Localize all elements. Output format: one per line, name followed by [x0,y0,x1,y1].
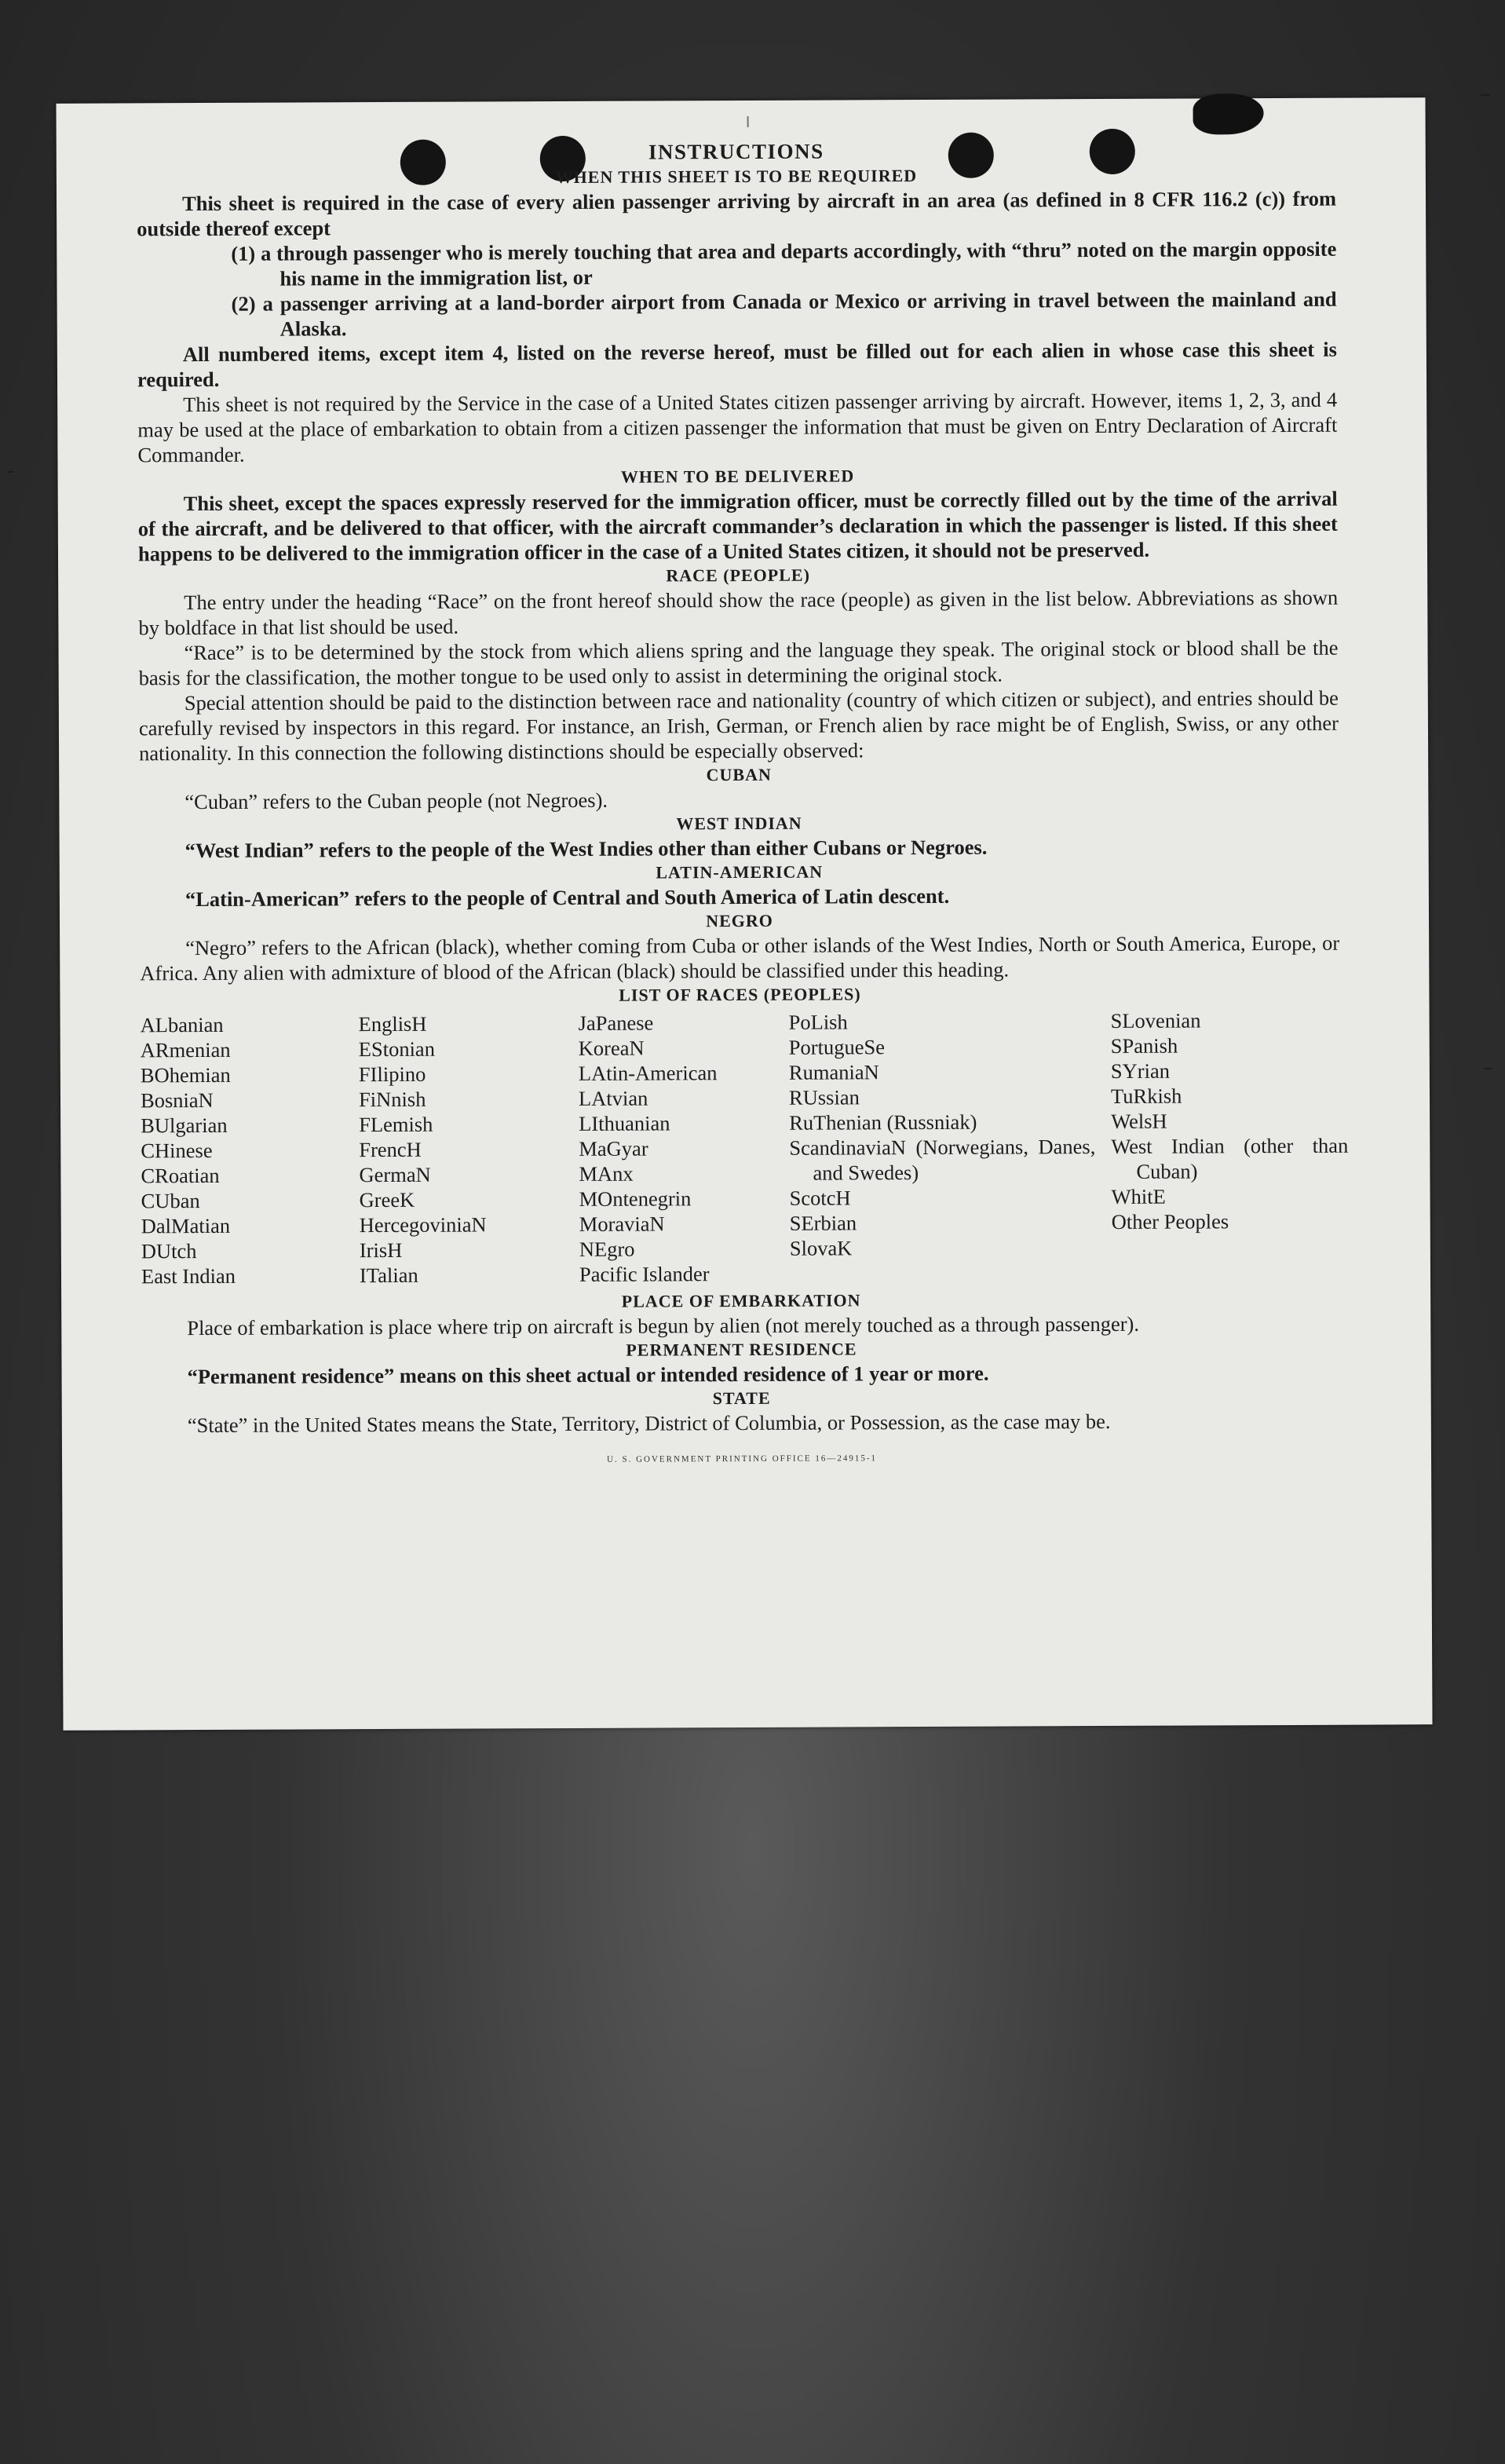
race-item: HercegoviniaN [359,1212,487,1237]
race-item: BosniaN [140,1088,214,1113]
race-item: LAtvian [578,1086,648,1110]
race-item: CUban [141,1189,200,1213]
race-item: DUtch [141,1239,197,1263]
page-title: INSTRUCTIONS [648,139,824,164]
scratch-mark [747,116,749,127]
race-item: West Indian (other than Cuban) [1111,1133,1349,1183]
race-item: Pacific Islander [579,1262,710,1286]
race-item: SLovenian [1110,1008,1201,1033]
ink-blot [1193,93,1263,134]
race-item: ScotcH [789,1186,851,1210]
cuban-text: “Cuban” refers to the Cuban people (not Negroes). [184,788,608,814]
race-item: LAtin-American [578,1061,718,1085]
race-item: SlovaK [789,1236,853,1260]
race-paragraph-1: The entry under the heading “Race” on the front hereof should show the race (people) as given in the list below. Abbreviations as shown by boldface in that list should be used. [138,585,1339,640]
section-heading-negro: NEGRO [706,910,773,931]
race-item: ITalian [359,1263,418,1288]
race-item: LIthuanian [579,1111,670,1135]
instructions-text [137,136,1349,1483]
race-item: RuThenian (Russniak) [789,1110,977,1135]
race-item: EnglisH [358,1011,427,1036]
citizen-paragraph: This sheet is not required by the Service in the case of a United States citizen passenger arriving by aircraft. However, items 1, 2, 3, and 4 may be used at the place of embarkation to obtain from a citizen passenger the information that must be given on Entry Declaration of Aircraft Commander. [137,387,1338,467]
embarkation-text: Place of embarkation is place where trip on aircraft is begun by alien (not merely touched as a through passenger). [187,1311,1140,1340]
exception-item-2: (2) a passenger arriving at a land-border airport from Canada or Mexico or arriving in travel between the mainland and Alaska. [231,287,1337,341]
race-item: WhitE [1111,1184,1166,1208]
race-item: SYrian [1110,1058,1171,1083]
exception-item-1: (1) a through passenger who is merely touching that area and departs accordingly, with “thru” noted on the margin opposite his name in the immigration list, or [231,236,1337,291]
negro-text: “Negro” refers to the African (black), whether coming from Cuba or other islands of the West Indies, North or South America, Europe, or Africa. Any alien with admixture of blood of the African (black) should be classified under this heading. [140,930,1340,985]
race-item: ARmenian [140,1037,231,1062]
race-column-3 [579,1010,791,1287]
race-item: MoraviaN [579,1212,665,1236]
race-item: MOntenegrin [579,1186,692,1211]
race-item: TuRkish [1110,1084,1182,1108]
race-item: GreeK [359,1187,415,1212]
document-sheet [56,97,1432,1731]
race-item: PortugueSe [788,1035,885,1059]
race-item: SErbian [789,1211,857,1235]
race-item: BUlgarian [141,1113,228,1138]
race-item: NEgro [579,1237,635,1261]
permanent-residence-text: “Permanent residence” means on this sheet actual or intended residence of 1 year or more. [187,1361,989,1389]
film-scratch [1481,94,1490,96]
race-item: SPanish [1110,1033,1178,1058]
race-item: WelsH [1111,1109,1167,1133]
state-text: “State” in the United States means the State, Territory, District of Columbia, or Possession, as the case may be. [187,1409,1111,1438]
race-column-4 [789,1008,1112,1286]
race-item: DalMatian [141,1213,231,1238]
section-heading-when-delivered: WHEN TO BE DELIVERED [620,466,855,487]
section-heading-state: STATE [712,1387,771,1409]
west-indian-text: “West Indian” refers to the people of the West Indies other than either Cubans or Negroes. [184,835,988,863]
section-heading-latin-american: LATIN-AMERICAN [656,861,824,883]
film-scratch [1484,1068,1492,1069]
film-scratch [8,471,14,473]
required-paragraph: This sheet is required in the case of every alien passenger arriving by aircraft in an area (as defined in 8 CFR 116.2 (c)) from outside thereof except [137,186,1337,241]
race-column-1 [141,1011,360,1289]
section-heading-embarkation: PLACE OF EMBARKATION [621,1290,861,1311]
race-item: EStonian [358,1036,435,1062]
race-item: MAnx [579,1161,634,1186]
race-item: CHinese [141,1138,213,1163]
race-item: CRoatian [141,1163,220,1188]
race-item: IrisH [359,1237,403,1263]
race-item: RUssian [788,1085,860,1110]
race-column-2 [359,1011,580,1288]
race-item: FLemish [359,1112,433,1137]
delivered-paragraph: This sheet, except the spaces expressly reserved for the immigration officer, must be correctly filled out by the time of the arrival of the aircraft, and be delivered to that officer, with the aircraft commander’s declaration in which the passenger is listed. If this sheet happens to be delivered to the immigration officer in the case of a United States citizen, it should not be preserved. [137,486,1338,566]
race-item: BOhemian [140,1062,231,1088]
race-item: FiNnish [358,1087,426,1112]
race-item: MaGyar [579,1136,648,1161]
race-column-5 [1110,1007,1349,1285]
race-item: East Indian [141,1263,236,1289]
section-heading-when-required: WHEN THIS SHEET IS TO BE REQUIRED [555,166,918,188]
race-paragraph-2: “Race” is to be determined by the stock from which aliens spring and the language they speak. The original stock or blood shall be the basis for the classification, the mother tongue to be used only to assist in determining the original stock. [138,635,1339,690]
race-item: FrencH [359,1137,422,1162]
race-item: RumaniaN [788,1060,879,1084]
numbered-items-paragraph: All numbered items, except item 4, listed on the reverse hereof, must be filled out for each alien in whose case this sheet is required. [137,337,1337,392]
race-item: GermaN [359,1162,431,1187]
race-item: ALbanian [140,1012,224,1037]
race-paragraph-3: Special attention should be paid to the distinction between race and nationality (country of which citizen or subject), and entries should be carefully revised by inspectors in this regard. For instance, an Irish, German, or French alien by race might be of English, Swiss, or any other nationality. In this connection the following distinctions should be especially observed: [138,685,1339,766]
race-item: JaPanese [578,1011,654,1035]
section-heading-race: RACE (PEOPLE) [666,565,810,586]
section-heading-cuban: CUBAN [706,764,772,785]
race-item: Other Peoples [1111,1209,1229,1234]
race-item: FIlipino [358,1062,426,1087]
race-list [140,1007,1349,1289]
section-heading-west-indian: WEST INDIAN [676,813,802,834]
latin-american-text: “Latin-American” refers to the people of Central and South America of Latin descent. [184,883,950,912]
race-item: PoLish [788,1010,848,1034]
printer-imprint: U. S. GOVERNMENT PRINTING OFFICE 16—24915-1 [606,1453,878,1464]
race-item: KoreaN [578,1036,645,1060]
section-heading-permanent-residence: PERMANENT RESIDENCE [626,1339,857,1360]
race-item: ScandinaviaN (Norwegians, Danes, and Swedes) [789,1135,1096,1185]
section-heading-list-of-races: LIST OF RACES (PEOPLES) [619,984,861,1005]
